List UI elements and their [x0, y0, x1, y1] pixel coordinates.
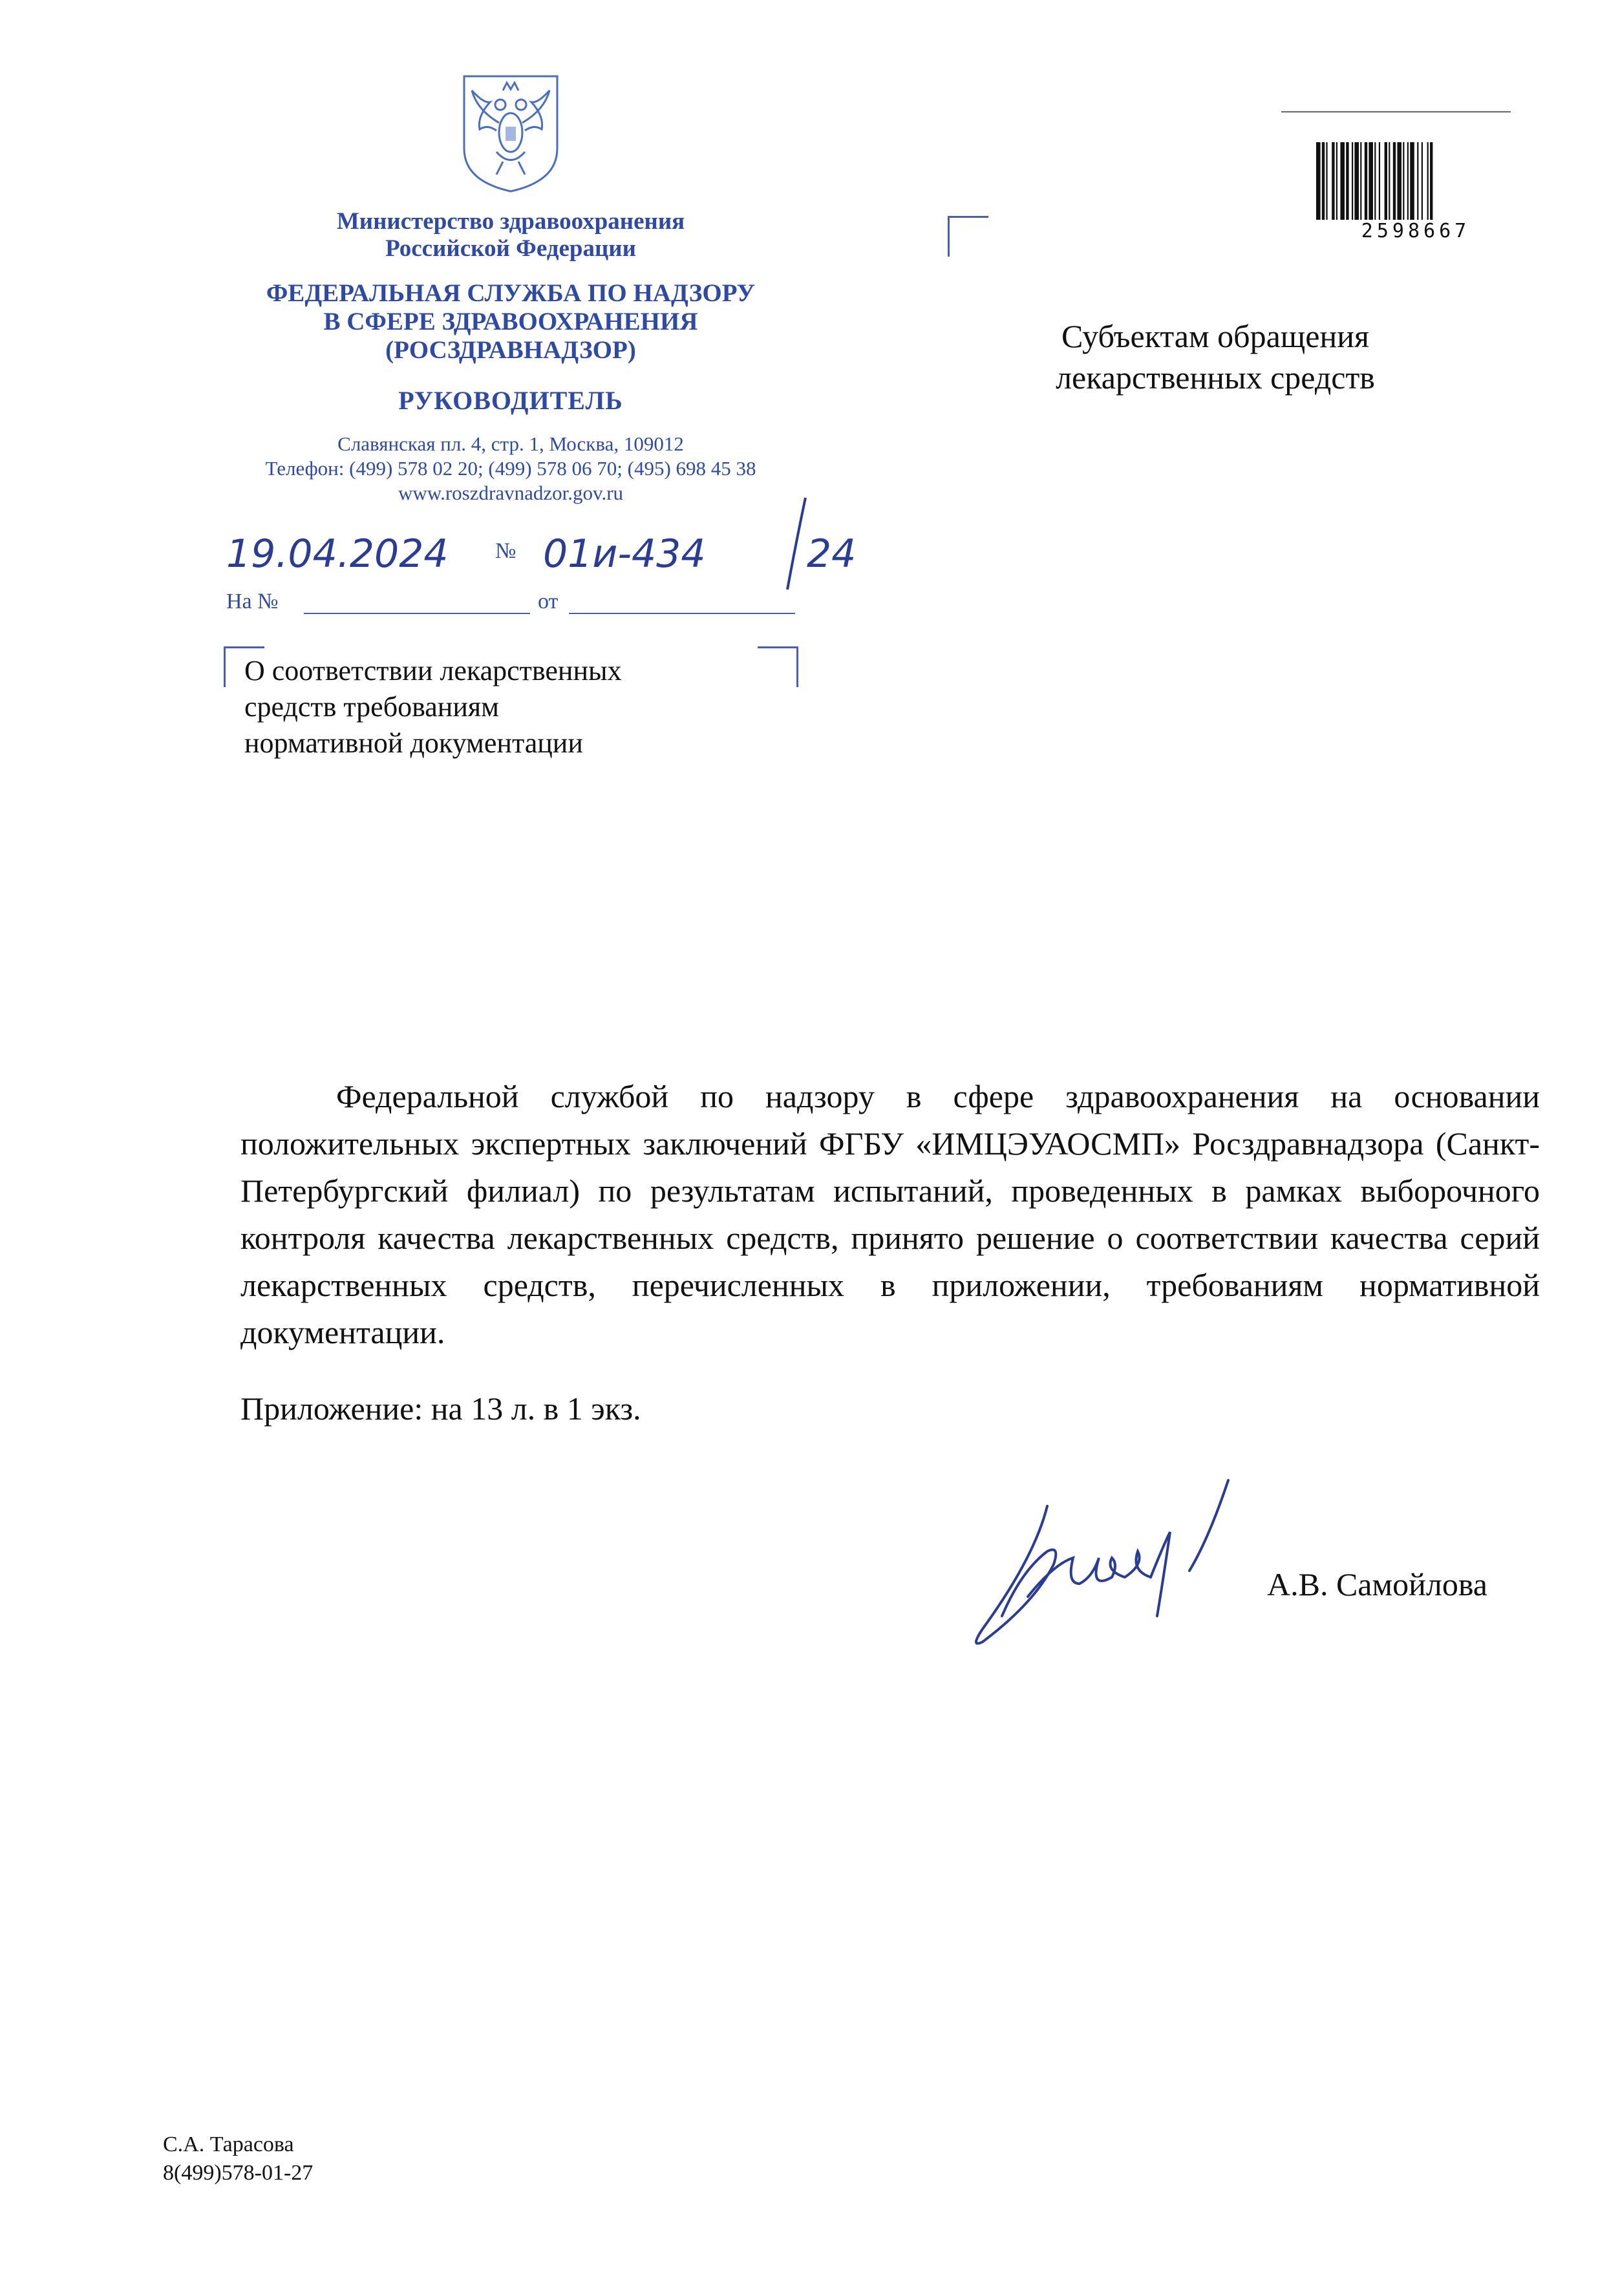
- barcode-icon: [1316, 142, 1510, 220]
- executor-block: [163, 2131, 313, 2187]
- addressee-corner: [948, 216, 988, 257]
- phones: Телефон: (499) 578 02 20; (499) 578 06 70; (495) 698 45 38: [265, 457, 756, 480]
- coat-of-arms-icon: [458, 71, 564, 194]
- signatory-name: А.В. Самойлова: [1267, 1566, 1487, 1602]
- handwritten-slash: [783, 495, 809, 592]
- reference-number-line: [304, 613, 530, 614]
- registration-suffix: 24: [807, 531, 857, 577]
- website: www.roszdravnadzor.gov.ru: [398, 482, 624, 504]
- reference-number-label: На №: [226, 590, 279, 613]
- service-name: ФЕДЕРАЛЬНАЯ СЛУЖБА ПО НАДЗОРУ В СФЕРЕ ЗДРАВООХРАНЕНИЯ (РОСЗДРАВНАДЗОР): [266, 279, 756, 364]
- addressee: Субъектам обращения лекарственных средств: [1056, 318, 1375, 396]
- reference-date-line: [569, 613, 795, 614]
- registration-number: 01и-434: [543, 531, 706, 577]
- barcode-number: 2598667: [1361, 220, 1471, 242]
- letter-subject: О соответствии лекарственных средств требованиям нормативной документации: [244, 655, 622, 759]
- position-title: РУКОВОДИТЕЛЬ: [398, 386, 623, 415]
- contact-block: [194, 432, 827, 505]
- signature-icon: [957, 1467, 1254, 1661]
- attachment-note: Приложение: на 13 л. в 1 экз.: [240, 1390, 641, 1427]
- ministry-name: Министерство здравоохранения Российской Федерации: [336, 208, 685, 262]
- executor-name: С.А. Тарасова: [163, 2132, 294, 2156]
- barcode-rule: [1281, 111, 1511, 112]
- registration-number-label: №: [495, 539, 517, 563]
- executor-phone: 8(499)578-01-27: [163, 2161, 314, 2185]
- body-paragraph: Федеральной службой по надзору в сфере здравоохранения на основании положительных экспертных заключений ФГБУ «ИМЦЭУАОСМП» Росздравнадзора (Санкт-Петербургский филиал) по результатам испытаний, проведенных в рамках выборочного контроля качества лекарственных средств, принято решение о соответствии качества серий лекарственных средств, перечисленных в приложении, требованиям нормативной документации.: [240, 1078, 1540, 1350]
- registration-date: 19.04.2024: [226, 531, 449, 577]
- address: Славянская пл. 4, стр. 1, Москва, 109012: [337, 432, 684, 455]
- reference-date-label: от: [538, 590, 559, 613]
